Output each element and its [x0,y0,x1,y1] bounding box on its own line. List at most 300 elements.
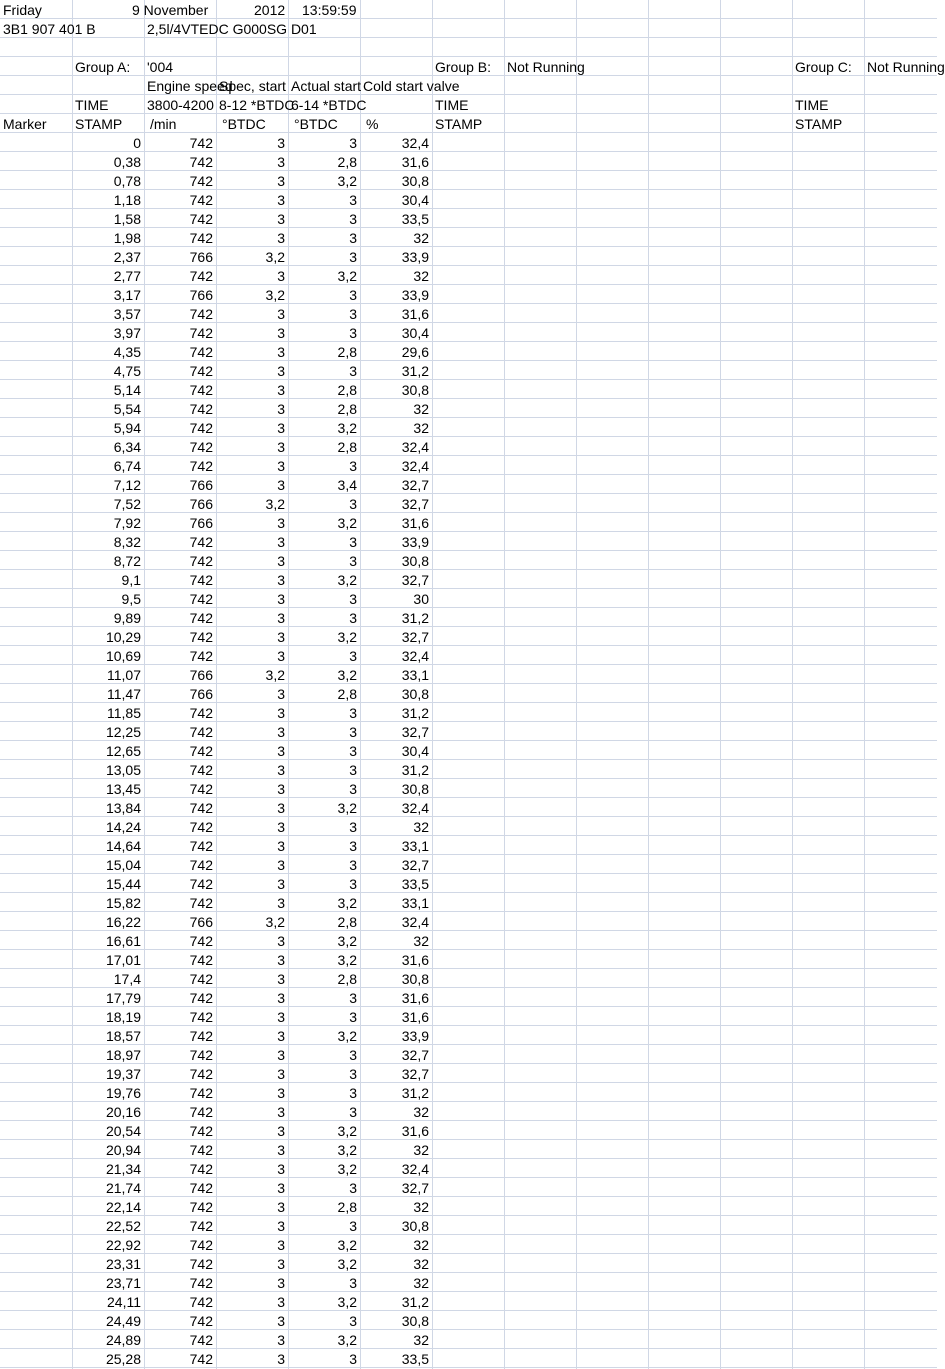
time-stamp-cell[interactable]: 20,94 [105,1142,141,1158]
engine-speed-cell[interactable]: 742 [189,1218,213,1234]
group-c-time-header-1[interactable]: TIME [795,97,829,113]
actual-start-cell[interactable]: 2,8 [337,1199,357,1215]
actual-start-cell[interactable]: 3,2 [337,173,357,189]
group-b-time-header-1[interactable]: TIME [435,97,469,113]
spec-start-cell[interactable]: 3 [277,477,285,493]
spec-start-cell[interactable]: 3,2 [265,249,285,265]
cold-valve-cell[interactable]: 33,9 [401,287,429,303]
cold-valve-cell[interactable]: 33,5 [401,211,429,227]
engine-speed-unit[interactable]: /min [150,116,177,132]
group-c-value[interactable]: Not Running [867,59,945,75]
actual-start-cell[interactable]: 3,2 [337,1237,357,1253]
cold-valve-cell[interactable]: 32 [413,1332,429,1348]
engine-speed-cell[interactable]: 742 [189,268,213,284]
cold-valve-cell[interactable]: 33,5 [401,876,429,892]
actual-start-cell[interactable]: 3 [349,876,357,892]
time-stamp-cell[interactable]: 0 [133,135,141,151]
actual-start-cell[interactable]: 2,8 [337,914,357,930]
engine-speed-name[interactable]: Engine speed [147,78,233,94]
actual-start-cell[interactable]: 3 [349,1085,357,1101]
spec-start-cell[interactable]: 3 [277,724,285,740]
actual-start-cell[interactable]: 2,8 [337,971,357,987]
actual-start-cell[interactable]: 3 [349,838,357,854]
time-stamp-cell[interactable]: 20,54 [105,1123,141,1139]
actual-start-cell[interactable]: 3 [349,1180,357,1196]
cold-valve-cell[interactable]: 32,7 [401,629,429,645]
engine-speed-cell[interactable]: 742 [189,1313,213,1329]
cold-valve-cell[interactable]: 32,7 [401,496,429,512]
engine-speed-cell[interactable]: 742 [189,952,213,968]
time-stamp-cell[interactable]: 1,98 [113,230,141,246]
spec-start-spec[interactable]: 8-12 *BTDC [219,97,295,113]
time-stamp-cell[interactable]: 21,74 [105,1180,141,1196]
actual-start-cell[interactable]: 3 [349,591,357,607]
engine-speed-cell[interactable]: 742 [189,553,213,569]
spec-start-cell[interactable]: 3 [277,1028,285,1044]
time-stamp-cell[interactable]: 6,74 [113,458,141,474]
engine-speed-cell[interactable]: 766 [189,914,213,930]
time-stamp-cell[interactable]: 24,89 [105,1332,141,1348]
time-stamp-cell[interactable]: 23,71 [105,1275,141,1291]
time-stamp-cell[interactable]: 8,32 [113,534,141,550]
spec-start-cell[interactable]: 3 [277,1199,285,1215]
time-stamp-cell[interactable]: 14,64 [105,838,141,854]
engine-speed-cell[interactable]: 742 [189,154,213,170]
engine-speed-cell[interactable]: 766 [189,667,213,683]
cold-valve-cell[interactable]: 31,6 [401,1123,429,1139]
spec-start-cell[interactable]: 3 [277,819,285,835]
part-number-cell[interactable]: 3B1 907 401 B [3,21,96,37]
marker-header[interactable]: Marker [3,116,47,132]
spec-start-cell[interactable]: 3 [277,306,285,322]
engine-speed-cell[interactable]: 742 [189,724,213,740]
spec-start-cell[interactable]: 3 [277,1237,285,1253]
time-stamp-cell[interactable]: 1,18 [113,192,141,208]
time-stamp-cell[interactable]: 11,47 [107,686,141,702]
time-stamp-cell[interactable]: 12,65 [105,743,141,759]
actual-start-cell[interactable]: 3,2 [337,800,357,816]
spec-start-cell[interactable]: 3 [277,1351,285,1367]
actual-start-cell[interactable]: 3,2 [337,1256,357,1272]
engine-speed-cell[interactable]: 742 [189,1332,213,1348]
spec-start-cell[interactable]: 3 [277,344,285,360]
cold-valve-cell[interactable]: 30,8 [401,686,429,702]
cold-valve-cell[interactable]: 33,1 [401,895,429,911]
actual-start-cell[interactable]: 3,2 [337,1332,357,1348]
group-c-label[interactable]: Group C: [795,59,852,75]
time-stamp-cell[interactable]: 7,92 [113,515,141,531]
spec-start-cell[interactable]: 3 [277,1047,285,1063]
time-stamp-cell[interactable]: 11,85 [107,705,141,721]
cold-valve-cell[interactable]: 32,4 [401,800,429,816]
cold-valve-cell[interactable]: 32,7 [401,724,429,740]
engine-speed-cell[interactable]: 742 [189,591,213,607]
cold-valve-cell[interactable]: 31,2 [401,1085,429,1101]
cold-valve-cell[interactable]: 32 [413,819,429,835]
engine-speed-cell[interactable]: 742 [189,648,213,664]
engine-speed-cell[interactable]: 742 [189,382,213,398]
cold-valve-cell[interactable]: 32,7 [401,1180,429,1196]
engine-speed-cell[interactable]: 742 [189,1104,213,1120]
engine-speed-cell[interactable]: 742 [189,344,213,360]
time-stamp-cell[interactable]: 23,31 [105,1256,141,1272]
group-a-value[interactable]: '004 [147,59,174,75]
cold-valve-cell[interactable]: 32 [413,1142,429,1158]
spec-start-cell[interactable]: 3 [277,1256,285,1272]
spec-start-cell[interactable]: 3,2 [265,287,285,303]
cold-valve-cell[interactable]: 33,9 [401,534,429,550]
cold-valve-cell[interactable]: 32,4 [401,914,429,930]
actual-start-cell[interactable]: 3,2 [337,1294,357,1310]
engine-speed-cell[interactable]: 742 [189,1085,213,1101]
spec-start-cell[interactable]: 3 [277,762,285,778]
cold-valve-cell[interactable]: 32,7 [401,477,429,493]
engine-speed-cell[interactable]: 742 [189,610,213,626]
engine-speed-cell[interactable]: 742 [189,1256,213,1272]
engine-speed-cell[interactable]: 742 [189,629,213,645]
cold-valve-cell[interactable]: 31,2 [401,610,429,626]
spec-start-cell[interactable]: 3 [277,363,285,379]
actual-start-name[interactable]: Actual start [291,78,362,94]
spec-start-cell[interactable]: 3 [277,515,285,531]
spec-start-cell[interactable]: 3 [277,1085,285,1101]
engine-speed-cell[interactable]: 742 [189,819,213,835]
engine-speed-cell[interactable]: 766 [189,249,213,265]
actual-start-cell[interactable]: 3 [349,1351,357,1367]
actual-start-cell[interactable]: 3 [349,192,357,208]
time-stamp-cell[interactable]: 7,12 [113,477,141,493]
actual-start-cell[interactable]: 3 [349,325,357,341]
actual-start-cell[interactable]: 3 [349,705,357,721]
spec-start-cell[interactable]: 3 [277,1275,285,1291]
actual-start-cell[interactable]: 3,2 [337,952,357,968]
group-b-value[interactable]: Not Running [507,59,585,75]
engine-speed-cell[interactable]: 742 [189,971,213,987]
time-stamp-cell[interactable]: 2,77 [113,268,141,284]
time-stamp-cell[interactable]: 24,49 [105,1313,141,1329]
time-stamp-cell[interactable]: 19,76 [105,1085,141,1101]
time-stamp-cell[interactable]: 7,52 [113,496,141,512]
time-stamp-cell[interactable]: 9,1 [121,572,141,588]
spec-start-cell[interactable]: 3 [277,154,285,170]
spec-start-name[interactable]: Spec, start [219,78,286,94]
cold-valve-cell[interactable]: 32,4 [401,458,429,474]
spec-start-cell[interactable]: 3 [277,648,285,664]
cold-valve-cell[interactable]: 32,4 [401,1161,429,1177]
engine-speed-cell[interactable]: 742 [189,534,213,550]
engine-speed-cell[interactable]: 766 [189,686,213,702]
cold-valve-cell[interactable]: 30,8 [401,553,429,569]
spec-start-cell[interactable]: 3 [277,420,285,436]
cold-valve-cell[interactable]: 32 [413,401,429,417]
actual-start-cell[interactable]: 3,2 [337,1028,357,1044]
actual-start-cell[interactable]: 3,2 [337,268,357,284]
actual-start-cell[interactable]: 3,2 [337,1123,357,1139]
spec-start-cell[interactable]: 3 [277,439,285,455]
actual-start-cell[interactable]: 3 [349,534,357,550]
spec-start-cell[interactable]: 3 [277,230,285,246]
cold-valve-cell[interactable]: 32 [413,1256,429,1272]
spec-start-cell[interactable]: 3 [277,610,285,626]
actual-start-cell[interactable]: 3 [349,1218,357,1234]
engine-speed-cell[interactable]: 742 [189,1142,213,1158]
engine-speed-cell[interactable]: 742 [189,838,213,854]
engine-speed-cell[interactable]: 766 [189,287,213,303]
spec-start-cell[interactable]: 3 [277,990,285,1006]
spec-start-cell[interactable]: 3 [277,1142,285,1158]
spec-start-cell[interactable]: 3 [277,401,285,417]
spec-start-unit[interactable]: °BTDC [222,116,266,132]
time-stamp-cell[interactable]: 14,24 [105,819,141,835]
engine-code-cell[interactable]: 2,5l/4VTEDC G000SG D01 [147,21,317,37]
spec-start-cell[interactable]: 3 [277,382,285,398]
time-stamp-cell[interactable]: 22,92 [105,1237,141,1253]
engine-speed-cell[interactable]: 742 [189,211,213,227]
spec-start-cell[interactable]: 3 [277,325,285,341]
spec-start-cell[interactable]: 3 [277,1180,285,1196]
engine-speed-cell[interactable]: 742 [189,933,213,949]
cold-valve-cell[interactable]: 32,7 [401,572,429,588]
engine-speed-cell[interactable]: 766 [189,496,213,512]
spec-start-cell[interactable]: 3 [277,1332,285,1348]
cold-valve-cell[interactable]: 32 [413,1275,429,1291]
engine-speed-cell[interactable]: 742 [189,1047,213,1063]
engine-speed-cell[interactable]: 742 [189,306,213,322]
time-stamp-cell[interactable]: 13,84 [105,800,141,816]
time-stamp-cell[interactable]: 25,28 [105,1351,141,1367]
engine-speed-cell[interactable]: 742 [189,781,213,797]
actual-start-cell[interactable]: 3 [349,135,357,151]
group-a-label[interactable]: Group A: [75,59,131,75]
spec-start-cell[interactable]: 3 [277,895,285,911]
engine-speed-cell[interactable]: 742 [189,192,213,208]
actual-start-cell[interactable]: 3,4 [337,477,357,493]
cold-valve-unit[interactable]: % [366,116,379,132]
actual-start-cell[interactable]: 3 [349,762,357,778]
actual-start-cell[interactable]: 3 [349,553,357,569]
spec-start-cell[interactable]: 3 [277,876,285,892]
time-stamp-cell[interactable]: 16,61 [105,933,141,949]
group-c-time-header-2[interactable]: STAMP [795,116,843,132]
actual-start-cell[interactable]: 3 [349,249,357,265]
spec-start-cell[interactable]: 3 [277,173,285,189]
spec-start-cell[interactable]: 3 [277,534,285,550]
engine-speed-cell[interactable]: 742 [189,990,213,1006]
actual-start-cell[interactable]: 2,8 [337,382,357,398]
actual-start-cell[interactable]: 3 [349,363,357,379]
cold-valve-cell[interactable]: 30,8 [401,173,429,189]
spec-start-cell[interactable]: 3,2 [265,914,285,930]
cold-valve-cell[interactable]: 31,6 [401,952,429,968]
time-stamp-cell[interactable]: 4,35 [113,344,141,360]
cold-valve-cell[interactable]: 29,6 [401,344,429,360]
engine-speed-cell[interactable]: 742 [189,173,213,189]
time-stamp-cell[interactable]: 0,78 [113,173,141,189]
cold-valve-cell[interactable]: 32 [413,933,429,949]
time-stamp-cell[interactable]: 18,97 [105,1047,141,1063]
cold-valve-cell[interactable]: 31,6 [401,306,429,322]
time-stamp-cell[interactable]: 12,25 [105,724,141,740]
actual-start-cell[interactable]: 3,2 [337,420,357,436]
cold-valve-cell[interactable]: 32,4 [401,135,429,151]
spec-start-cell[interactable]: 3 [277,458,285,474]
group-b-label[interactable]: Group B: [435,59,492,75]
time-stamp-cell[interactable]: 13,45 [105,781,141,797]
cold-valve-cell[interactable]: 32 [413,230,429,246]
actual-start-cell[interactable]: 3,2 [337,895,357,911]
spec-start-cell[interactable]: 3 [277,1218,285,1234]
time-stamp-cell[interactable]: 22,14 [105,1199,141,1215]
actual-start-cell[interactable]: 3 [349,1313,357,1329]
spec-start-cell[interactable]: 3 [277,857,285,873]
engine-speed-spec[interactable]: 3800-4200 [147,97,214,113]
cold-valve-cell[interactable]: 30,8 [401,382,429,398]
spec-start-cell[interactable]: 3,2 [265,496,285,512]
time-stamp-cell[interactable]: 20,16 [105,1104,141,1120]
time-stamp-cell[interactable]: 17,01 [105,952,141,968]
actual-start-cell[interactable]: 3,2 [337,572,357,588]
engine-speed-cell[interactable]: 742 [189,1066,213,1082]
actual-start-cell[interactable]: 2,8 [337,686,357,702]
actual-start-cell[interactable]: 3,2 [337,1142,357,1158]
actual-start-cell[interactable]: 3 [349,781,357,797]
time-stamp-cell[interactable]: 19,37 [105,1066,141,1082]
cold-valve-cell[interactable]: 32,7 [401,1066,429,1082]
engine-speed-cell[interactable]: 742 [189,458,213,474]
time-stamp-cell[interactable]: 5,54 [113,401,141,417]
actual-start-cell[interactable]: 3 [349,743,357,759]
time-stamp-cell[interactable]: 3,57 [113,306,141,322]
spec-start-cell[interactable]: 3 [277,211,285,227]
cold-valve-cell[interactable]: 33,1 [401,838,429,854]
cold-valve-cell[interactable]: 32,7 [401,1047,429,1063]
time-stamp-cell[interactable]: 5,14 [113,382,141,398]
cold-valve-cell[interactable]: 31,2 [401,705,429,721]
engine-speed-cell[interactable]: 766 [189,477,213,493]
cold-valve-cell[interactable]: 32 [413,1237,429,1253]
cold-valve-cell[interactable]: 31,2 [401,1294,429,1310]
time-stamp-cell[interactable]: 18,19 [105,1009,141,1025]
cold-valve-cell[interactable]: 30,8 [401,781,429,797]
time-stamp-cell[interactable]: 3,97 [113,325,141,341]
engine-speed-cell[interactable]: 742 [189,420,213,436]
engine-speed-cell[interactable]: 742 [189,762,213,778]
spec-start-cell[interactable]: 3 [277,743,285,759]
actual-start-cell[interactable]: 2,8 [337,344,357,360]
engine-speed-cell[interactable]: 742 [189,743,213,759]
actual-start-cell[interactable]: 3 [349,1009,357,1025]
time-stamp-cell[interactable]: 2,37 [113,249,141,265]
time-stamp-cell[interactable]: 13,05 [105,762,141,778]
engine-speed-cell[interactable]: 742 [189,800,213,816]
engine-speed-cell[interactable]: 742 [189,1123,213,1139]
actual-start-cell[interactable]: 3 [349,1104,357,1120]
engine-speed-cell[interactable]: 742 [189,1294,213,1310]
spec-start-cell[interactable]: 3 [277,1123,285,1139]
day-cell[interactable]: Friday [3,2,42,18]
spec-start-cell[interactable]: 3 [277,1104,285,1120]
time-cell[interactable]: 13:59:59 [302,2,357,18]
time-header-1[interactable]: TIME [75,97,109,113]
time-stamp-cell[interactable]: 5,94 [113,420,141,436]
time-stamp-cell[interactable]: 18,57 [105,1028,141,1044]
cold-valve-cell[interactable]: 32,4 [401,648,429,664]
time-stamp-cell[interactable]: 3,17 [113,287,141,303]
actual-start-cell[interactable]: 3,2 [337,933,357,949]
actual-start-cell[interactable]: 3 [349,990,357,1006]
engine-speed-cell[interactable]: 742 [189,1028,213,1044]
spec-start-cell[interactable]: 3 [277,971,285,987]
actual-start-cell[interactable]: 3 [349,610,357,626]
cold-valve-cell[interactable]: 32 [413,1104,429,1120]
cold-valve-cell[interactable]: 31,6 [401,990,429,1006]
time-stamp-cell[interactable]: 6,34 [113,439,141,455]
spec-start-cell[interactable]: 3 [277,800,285,816]
cold-valve-name[interactable]: Cold start valve [363,78,460,94]
actual-start-spec[interactable]: 6-14 *BTDC [291,97,367,113]
year-cell[interactable]: 2012 [254,2,286,18]
actual-start-cell[interactable]: 3 [349,724,357,740]
actual-start-cell[interactable]: 3 [349,458,357,474]
cold-valve-cell[interactable]: 32,7 [401,857,429,873]
engine-speed-cell[interactable]: 742 [189,1199,213,1215]
spec-start-cell[interactable]: 3 [277,192,285,208]
actual-start-cell[interactable]: 3 [349,306,357,322]
cold-valve-cell[interactable]: 32,4 [401,439,429,455]
actual-start-cell[interactable]: 3,2 [337,515,357,531]
group-b-time-header-2[interactable]: STAMP [435,116,483,132]
engine-speed-cell[interactable]: 742 [189,1351,213,1367]
actual-start-cell[interactable]: 2,8 [337,154,357,170]
actual-start-cell[interactable]: 3 [349,211,357,227]
spec-start-cell[interactable]: 3 [277,629,285,645]
time-stamp-cell[interactable]: 9,89 [113,610,141,626]
spec-start-cell[interactable]: 3 [277,686,285,702]
engine-speed-cell[interactable]: 742 [189,876,213,892]
cold-valve-cell[interactable]: 32 [413,1199,429,1215]
cold-valve-cell[interactable]: 33,9 [401,1028,429,1044]
date-cell[interactable]: 9 November [132,2,209,18]
engine-speed-cell[interactable]: 742 [189,572,213,588]
spec-start-cell[interactable]: 3 [277,705,285,721]
cold-valve-cell[interactable]: 33,9 [401,249,429,265]
engine-speed-cell[interactable]: 766 [189,515,213,531]
engine-speed-cell[interactable]: 742 [189,1180,213,1196]
spec-start-cell[interactable]: 3 [277,952,285,968]
actual-start-cell[interactable]: 3,2 [337,629,357,645]
time-stamp-cell[interactable]: 15,82 [105,895,141,911]
spec-start-cell[interactable]: 3 [277,1009,285,1025]
spec-start-cell[interactable]: 3 [277,781,285,797]
time-stamp-cell[interactable]: 1,58 [113,211,141,227]
actual-start-cell[interactable]: 3 [349,1047,357,1063]
cold-valve-cell[interactable]: 32 [413,268,429,284]
cold-valve-cell[interactable]: 33,5 [401,1351,429,1367]
cold-valve-cell[interactable]: 30,4 [401,192,429,208]
time-stamp-cell[interactable]: 17,4 [113,971,141,987]
cold-valve-cell[interactable]: 30,8 [401,1218,429,1234]
actual-start-cell[interactable]: 3 [349,230,357,246]
engine-speed-cell[interactable]: 742 [189,230,213,246]
actual-start-cell[interactable]: 3 [349,1275,357,1291]
actual-start-cell[interactable]: 3 [349,819,357,835]
actual-start-cell[interactable]: 3 [349,648,357,664]
cold-valve-cell[interactable]: 31,6 [401,1009,429,1025]
spec-start-cell[interactable]: 3 [277,933,285,949]
time-stamp-cell[interactable]: 22,52 [105,1218,141,1234]
time-stamp-cell[interactable]: 0,38 [113,154,141,170]
cold-valve-cell[interactable]: 30,4 [401,325,429,341]
